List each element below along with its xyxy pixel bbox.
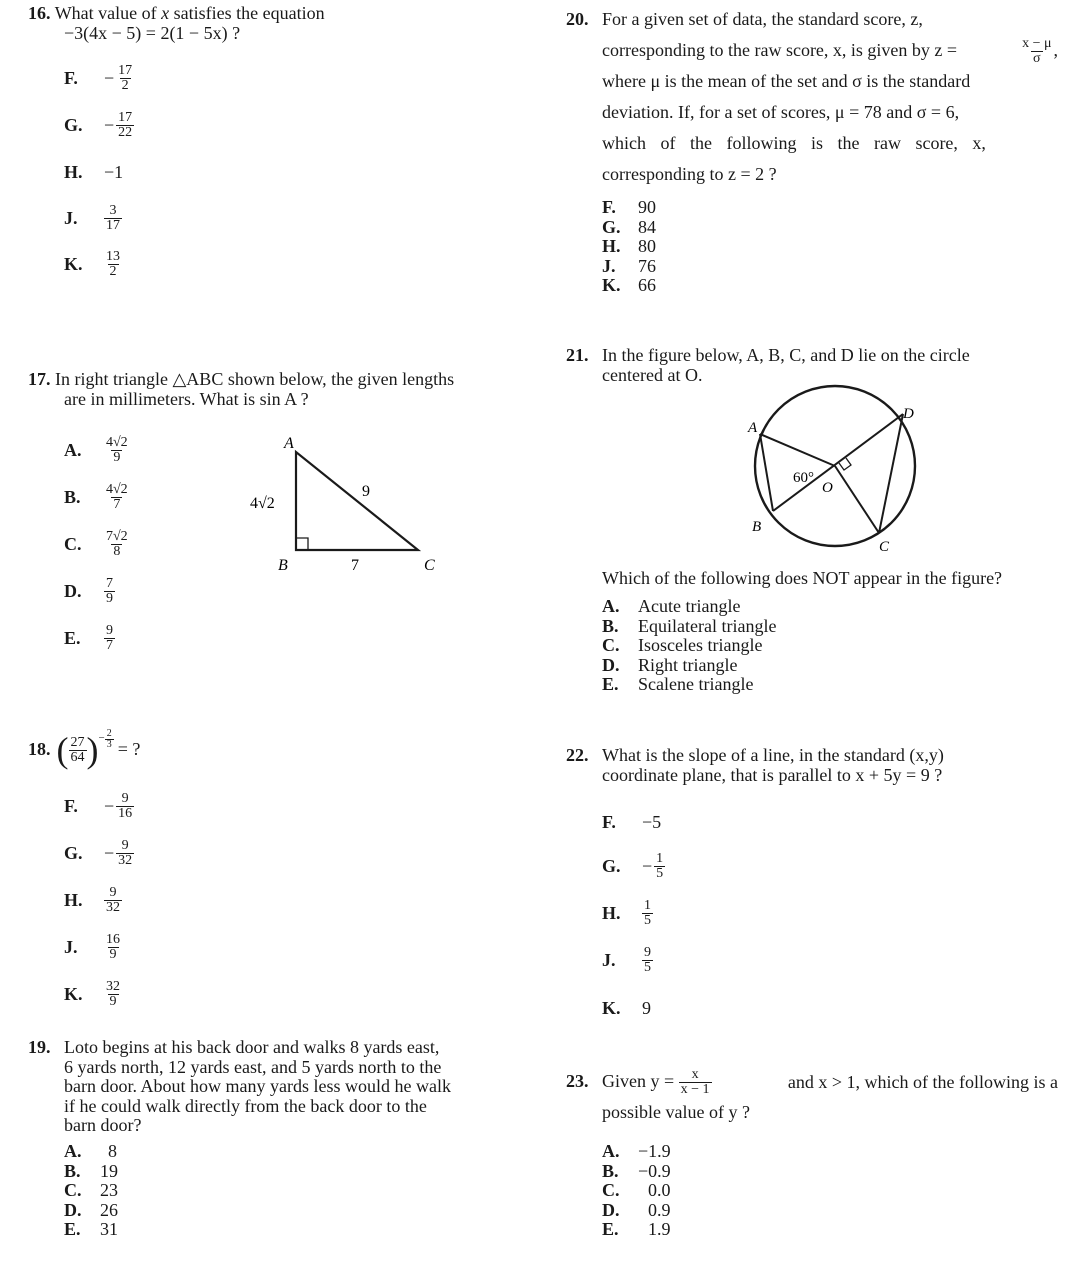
stem-line: possible value of y ? (602, 1102, 750, 1123)
stem-line: What is the slope of a line, in the standard (x,y) (602, 745, 944, 765)
fraction: $\frac{4√2}{7}$ (106, 482, 128, 512)
question-number: 22. (566, 745, 589, 765)
answer-choice[interactable]: D. $\frac{7}{9}$ (64, 576, 113, 606)
answer-choice[interactable]: H. $\frac{9}{32}$ (64, 885, 120, 915)
stem-text: In right triangle △ABC shown below, the given lengths (55, 369, 455, 389)
side-ac-label: 9 (362, 483, 370, 500)
equals-question: = ? (117, 739, 141, 760)
segment-oc (835, 466, 879, 533)
stem-text: What value of (54, 3, 162, 23)
stem-line: barn door. About how many yards less would he walk (64, 1076, 451, 1096)
stem-var: x (161, 3, 170, 23)
answer-choice[interactable]: J. $\frac{16}{9}$ (64, 932, 120, 962)
answer-choice[interactable]: K. 9 (602, 998, 651, 1018)
answer-choice[interactable]: D. 26 (64, 1199, 118, 1220)
fraction: $\frac{7√2}{8}$ (106, 529, 128, 559)
answer-choice[interactable]: C. Isosceles triangle (602, 635, 763, 655)
right-angle-marker (296, 538, 308, 550)
answer-choice[interactable]: G. − $\frac{9}{32}$ (64, 838, 133, 868)
base-fraction: $\frac{27}{64}$ (70, 734, 85, 765)
fraction: $\frac{32}{9}$ (106, 979, 120, 1009)
answer-list-19 (64, 1142, 118, 1240)
z-formula-fraction: $\frac{x - \mu}{\sigma}$ (1022, 36, 1052, 67)
fraction: $\frac{9}{7}$ (106, 623, 113, 653)
answer-list-20 (602, 198, 656, 296)
stem-line: if he could walk directly from the back door to the (64, 1095, 427, 1116)
fraction: $\frac{9}{32}$ (106, 885, 120, 915)
answer-choice[interactable]: A. Acute triangle (602, 596, 741, 616)
question-18-stem (28, 727, 141, 770)
equation: −3(4x − 5) = 2(1 − 5x) ? (64, 22, 241, 43)
answer-choice[interactable]: F. − $\frac{9}{16}$ (64, 791, 133, 821)
answer-choice[interactable]: K. 66 (602, 275, 656, 295)
left-paren: ( (56, 730, 69, 770)
fraction: $\frac{9}{32}$ (118, 838, 133, 868)
answer-choice[interactable]: A. $\frac{4√2}{9}$ (64, 435, 128, 465)
question-22-stem (566, 746, 1058, 785)
answer-list-23 (602, 1142, 671, 1240)
stem-line: 6 yards north, 12 yards east, and 5 yards north to the (64, 1056, 442, 1077)
fraction: $\frac{17}{22}$ (118, 110, 133, 140)
answer-choice[interactable]: E. 1.9 (602, 1219, 671, 1239)
question-20-stem (566, 4, 1058, 190)
answer-choice[interactable]: D. 0.9 (602, 1199, 671, 1220)
answer-choice[interactable]: D. Right triangle (602, 654, 738, 675)
answer-choice[interactable]: E. Scalene triangle (602, 674, 754, 694)
center-o-label: O (822, 480, 833, 496)
question-number: 17. (28, 369, 51, 389)
vertex-c-label: C (424, 557, 435, 574)
answer-choice[interactable]: G. − $\frac{1}{5}$ (602, 851, 664, 881)
question-17-stem (28, 370, 528, 409)
stem-line: corresponding to z = 2 ? (602, 164, 777, 185)
stem-line: For a given set of data, the standard score, z, (602, 9, 923, 29)
answer-choice[interactable]: B. Equilateral triangle (602, 615, 777, 636)
answer-choice[interactable]: K. $\frac{13}{2}$ (64, 249, 120, 279)
question-number: 19. (28, 1037, 51, 1057)
answer-choice[interactable]: F. −5 (602, 812, 662, 832)
fraction: $\frac{3}{17}$ (106, 203, 120, 233)
question-23-stem (566, 1066, 1058, 1127)
fraction: $\frac{4√2}{9}$ (106, 435, 128, 465)
point-b-label: B (752, 519, 762, 535)
answer-choice[interactable]: C. $\frac{7√2}{8}$ (64, 529, 128, 559)
exponent: − $\frac{2}{3}$ (98, 727, 112, 750)
stem-line: In the figure below, A, B, C, and D lie on the circle (602, 345, 970, 365)
fraction: $\frac{9}{5}$ (644, 945, 651, 975)
answer-choice[interactable]: C. 0.0 (602, 1180, 671, 1200)
question-21-prompt: Which of the following does NOT appear in the figure? (602, 568, 1003, 588)
triangle-abc (296, 452, 418, 550)
stem-line: where μ is the mean of the set and σ is the standard (602, 71, 971, 92)
answer-choice[interactable]: J. $\frac{3}{17}$ (64, 203, 120, 233)
fraction: $\frac{1}{5}$ (644, 898, 651, 928)
point-c-label: C (879, 539, 890, 555)
stem-line: centered at O. (602, 364, 703, 385)
answer-choice[interactable]: B. 19 (64, 1160, 118, 1181)
answer-choice[interactable]: G. 84 (602, 216, 656, 237)
angle-60-label: 60° (793, 470, 814, 486)
segment-ao (760, 434, 835, 466)
stem-line: Loto begins at his back door and walks 8 yards east, (64, 1037, 440, 1057)
answer-choice[interactable]: H. −1 (64, 162, 124, 182)
answer-choice[interactable]: J. $\frac{9}{5}$ (602, 945, 651, 975)
answer-choice[interactable]: H. $\frac{1}{5}$ (602, 898, 651, 928)
point-d-label: D (903, 406, 914, 422)
side-ab-label: 4√2 (250, 495, 275, 512)
vertex-a-label: A (284, 435, 294, 452)
answer-choice[interactable]: K. $\frac{32}{9}$ (64, 979, 120, 1009)
answer-choice[interactable]: F. 90 (602, 197, 656, 217)
question-number: 20. (566, 9, 589, 29)
triangle-abc-figure (240, 430, 450, 580)
stem-line: Given y = $\frac{x}{x - 1}$ and x > 1, which of the following is a (602, 1067, 1058, 1098)
side-bc-label: 7 (351, 557, 359, 574)
fraction: $\frac{16}{9}$ (106, 932, 120, 962)
fraction: $\frac{13}{2}$ (106, 249, 120, 279)
answer-choice[interactable]: B. −0.9 (602, 1160, 671, 1181)
fraction: $\frac{7}{9}$ (106, 576, 113, 606)
stem-line: barn door? (64, 1115, 142, 1135)
question-number: 21. (566, 345, 589, 365)
stem-line: which of the following is the raw score, x, (602, 133, 986, 154)
y-formula-fraction: $\frac{x}{x - 1}$ (680, 1067, 710, 1098)
right-paren: ) (86, 730, 99, 770)
question-number: 18. (28, 739, 51, 760)
fraction: $\frac{1}{5}$ (656, 851, 664, 881)
answer-choice[interactable]: F. − $\frac{17}{2}$ (64, 63, 133, 93)
question-16-stem (28, 4, 528, 43)
answer-choice[interactable]: C. 23 (64, 1180, 118, 1200)
point-a-label: A (748, 420, 758, 436)
stem-line: coordinate plane, that is parallel to x + 5y = 9 ? (602, 764, 943, 785)
vertex-b-label: B (278, 557, 288, 574)
answer-choice[interactable]: E. $\frac{9}{7}$ (64, 623, 113, 653)
answer-choice[interactable]: E. 31 (64, 1219, 118, 1239)
answer-list-21 (602, 597, 776, 695)
answer-choice[interactable]: A. −1.9 (602, 1141, 671, 1161)
answer-choice[interactable]: B. $\frac{4√2}{7}$ (64, 482, 128, 512)
fraction: $\frac{9}{16}$ (118, 791, 133, 821)
answer-choice[interactable]: H. 80 (602, 236, 656, 256)
fraction: $\frac{17}{2}$ (118, 63, 133, 93)
question-number: 16. (28, 3, 51, 23)
segment-bd (773, 414, 903, 511)
answer-choice[interactable]: A. 8 (64, 1141, 117, 1161)
answer-choice[interactable]: J. 76 (602, 255, 656, 276)
answer-choice[interactable]: G. − $\frac{17}{22}$ (64, 110, 133, 140)
question-19-stem (28, 1038, 522, 1136)
stem-line: corresponding to the raw score, x, is given by z = $\frac{x - \mu}{\sigma}$ , (602, 36, 1058, 67)
stem-text: are in millimeters. What is sin A ? (64, 388, 309, 409)
question-number: 23. (566, 1071, 589, 1091)
stem-text: satisfies the equation (169, 3, 325, 23)
circle-figure (735, 380, 935, 558)
stem-line: deviation. If, for a set of scores, μ = 78 and σ = 6, (602, 102, 960, 123)
